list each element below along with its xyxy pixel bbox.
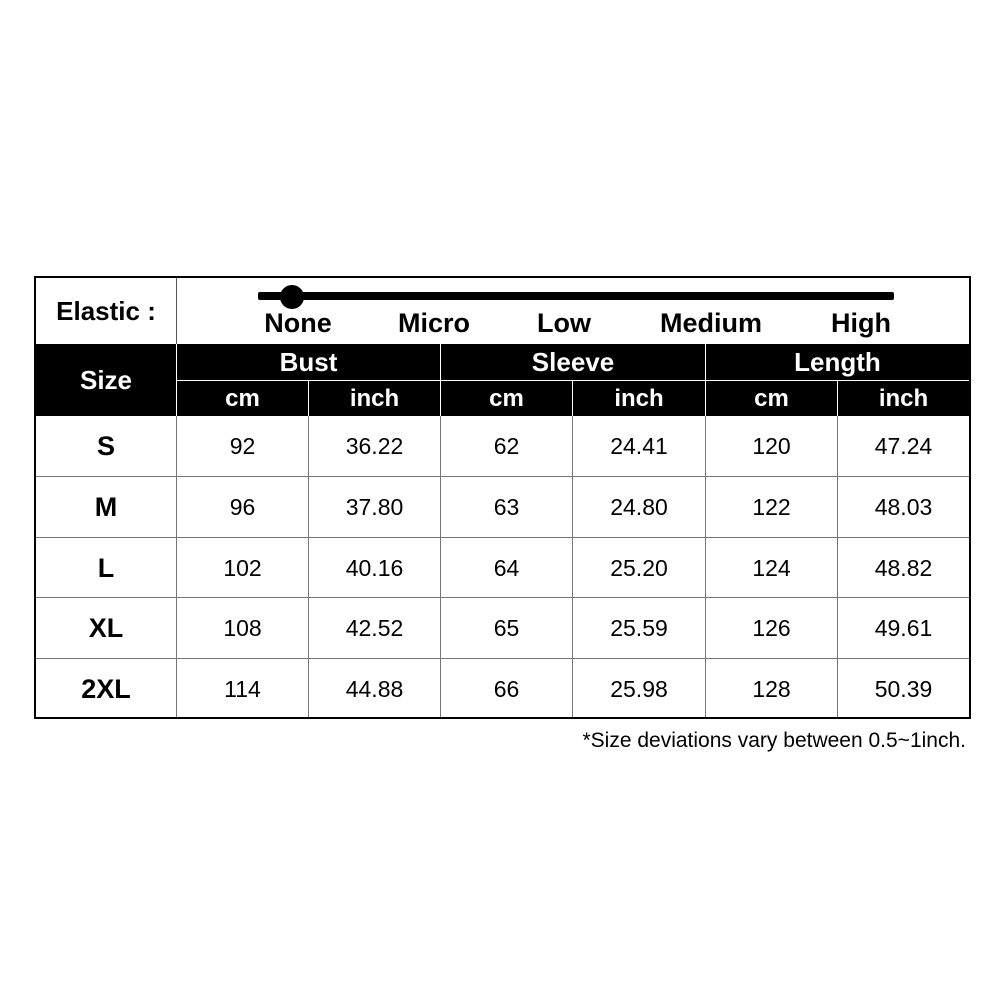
table-cell: 124 — [752, 554, 791, 581]
header-length: Length — [794, 346, 881, 377]
table-cell: 47.24 — [874, 432, 933, 459]
table-cell: 96 — [229, 493, 256, 520]
header-size: Size — [79, 364, 133, 395]
table-cell: 42.52 — [345, 614, 404, 641]
elastic-level-high: High — [831, 308, 891, 338]
size-cell-xl: XL — [88, 612, 124, 643]
table-cell: 126 — [752, 614, 791, 641]
elastic-level-medium: Medium — [659, 308, 762, 338]
table-cell: 37.80 — [345, 493, 404, 520]
table-cell: 122 — [752, 493, 791, 520]
size-cell-2xl: 2XL — [81, 673, 131, 704]
table-cell: 120 — [752, 432, 791, 459]
table-cell: 62 — [493, 432, 520, 459]
table-cell: 40.16 — [345, 554, 404, 581]
table-cell: 63 — [493, 493, 520, 520]
size-cell-m: M — [94, 491, 118, 522]
elastic-scale-line — [258, 292, 894, 300]
table-cell: 114 — [224, 675, 261, 702]
elastic-label: Elastic : — [36, 278, 177, 344]
table-cell: 25.98 — [610, 675, 668, 702]
header-bust-cm: cm — [225, 384, 260, 412]
table-cell: 48.82 — [874, 554, 933, 581]
table-cell: 66 — [493, 675, 520, 702]
size-chart — [34, 276, 971, 719]
table-cell: 48.03 — [874, 493, 933, 520]
table-cell: 24.41 — [610, 432, 668, 459]
table-cell: 24.80 — [610, 493, 668, 520]
header-length-inch: inch — [878, 384, 929, 412]
header-bust: Bust — [279, 346, 338, 377]
table-cell: 64 — [493, 554, 520, 581]
elastic-level-micro: Micro — [397, 308, 470, 338]
size-cell-s: S — [96, 430, 115, 461]
table-cell: 108 — [223, 614, 262, 641]
header-sleeve: Sleeve — [531, 346, 615, 377]
elastic-level-low: Low — [537, 308, 591, 338]
size-deviation-note: *Size deviations vary between 0.5~1inch. — [582, 729, 966, 752]
table-cell: 102 — [223, 554, 262, 581]
table-cell: 36.22 — [345, 432, 404, 459]
header-bust-inch: inch — [349, 384, 400, 412]
table-cell: 44.88 — [345, 675, 404, 702]
table-cell: 49.61 — [874, 614, 933, 641]
table-cell: 25.59 — [610, 614, 668, 641]
table-cell: 50.39 — [874, 675, 933, 702]
header-length-cm: cm — [754, 384, 789, 412]
size-cell-l: L — [97, 552, 115, 583]
header-sleeve-inch: inch — [614, 384, 664, 412]
elastic-level-none: None — [264, 308, 332, 338]
table-cell: 128 — [752, 675, 791, 702]
table-cell: 25.20 — [610, 554, 668, 581]
table-cell: 65 — [493, 614, 520, 641]
header-sleeve-cm: cm — [489, 384, 524, 412]
table-cell: 92 — [229, 432, 256, 459]
